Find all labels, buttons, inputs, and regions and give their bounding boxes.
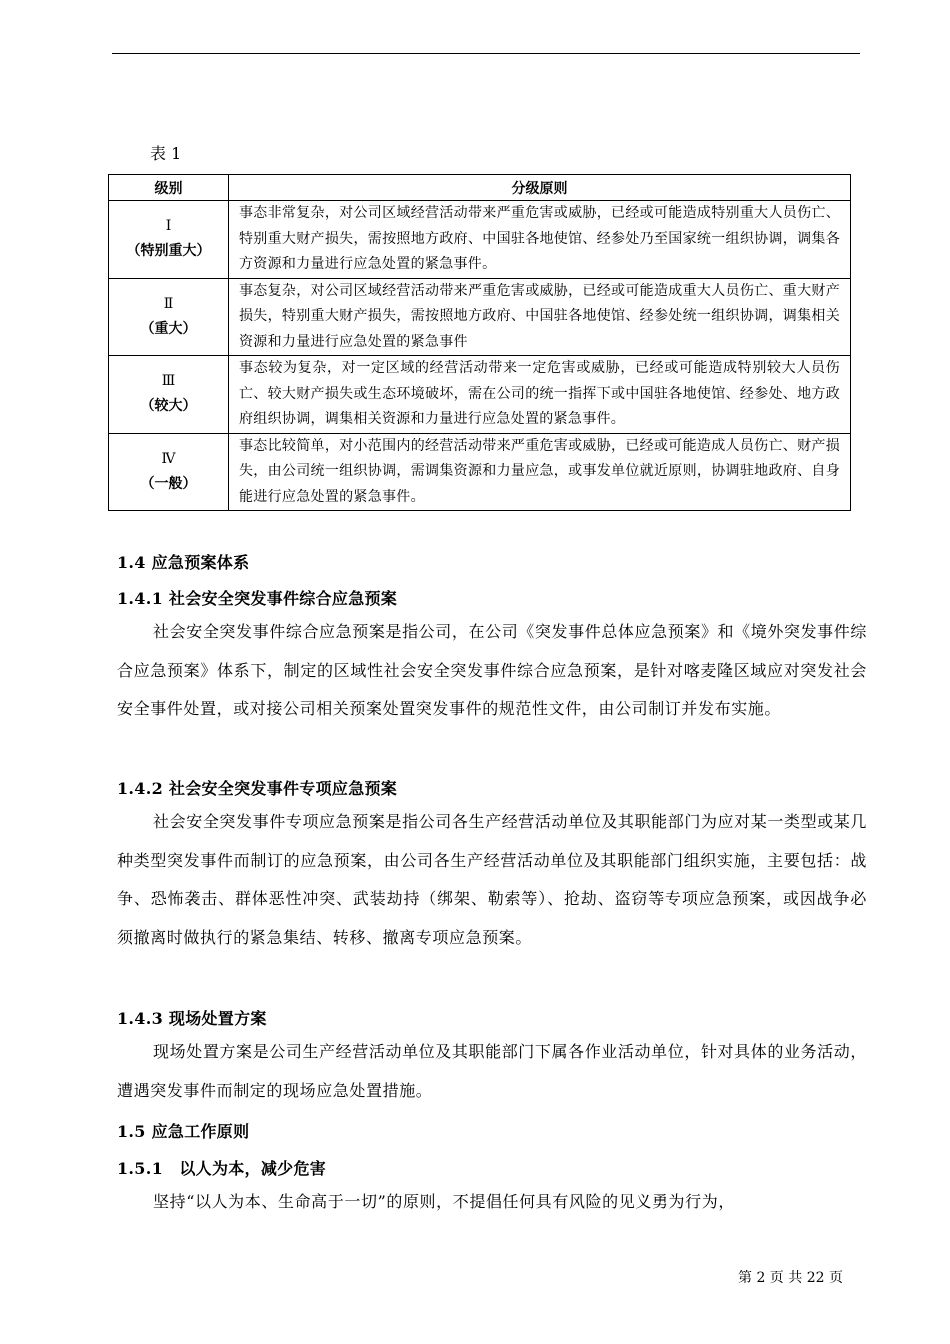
level-description: 事态非常复杂，对公司区域经营活动带来严重危害或威胁，已经或可能造成特别重大人员伤亡、特别重大财产损失，需按照地方政府、中国驻各地使馆、经参处乃至国家统一组织协调，调集各方资源和力量进行应急处置的紧急事件。 <box>229 201 851 279</box>
section-heading-1-4-2: 1.4.2 社会安全突发事件专项应急预案 <box>117 779 398 798</box>
level-cell <box>109 433 229 511</box>
level-number: I <box>165 218 172 235</box>
paragraph-1-4-2: 社会安全突发事件专项应急预案是指公司各生产经营活动单位及其职能部门为应对某一类型或某几种类型突发事件而制订的应急预案，由公司各生产经营活动单位及其职能部门组织实施，主要包括：战争、恐怖袭击、群体恶性冲突、武装劫持（绑架、勒索等）、抢劫、盗窃等专项应急预案，或因战争必须撤离时做执行的紧急集结、转移、撤离专项应急预案。 <box>117 812 867 947</box>
table-row <box>109 356 851 434</box>
paragraph-1-4-3: 现场处置方案是公司生产经营活动单位及其职能部门下属各作业活动单位，针对具体的业务活动，遭遇突发事件而制定的现场应急处置措施。 <box>117 1042 867 1100</box>
grading-table <box>108 174 851 511</box>
level-name: （特别重大） <box>126 243 211 260</box>
level-description: 事态较为复杂，对一定区域的经营活动带来一定危害或威胁，已经或可能造成特别较大人员伤亡、较大财产损失或生态环境破坏，需在公司的统一指挥下或中国驻各地使馆、经参处、地方政府组织协调，调集相关资源和力量进行应急处置的紧急事件。 <box>229 356 851 434</box>
level-description: 事态比较简单，对小范围内的经营活动带来严重危害或威胁，已经或可能造成人员伤亡、财产损失，由公司统一组织协调，需调集资源和力量应急，或事发单位就近原则，协调驻地政府、自身能进行应急处置的紧急事件。 <box>229 433 851 511</box>
level-description: 事态复杂，对公司区域经营活动带来严重危害或威胁，已经或可能造成重大人员伤亡、重大财产损失，特别重大财产损失，需按照地方政府、中国驻各地使馆、经参处统一组织协调，调集相关资源和力量进行应急处置的紧急事件 <box>229 278 851 356</box>
table-row <box>109 433 851 511</box>
table-row <box>109 201 851 279</box>
level-number: Ⅳ <box>161 450 176 467</box>
section-heading-1-5-1: 1.5.1 以人为本，减少危害 <box>117 1159 327 1178</box>
header-principle: 分级原则 <box>229 175 851 201</box>
paragraph-1-4-1: 社会安全突发事件综合应急预案是指公司，在公司《突发事件总体应急预案》和《境外突发事件综合应急预案》体系下，制定的区域性社会安全突发事件综合应急预案，是针对喀麦隆区域应对突发社会安全事件处置，或对接公司相关预案处置突发事件的规范性文件，由公司制订并发布实施。 <box>117 622 867 718</box>
table-header-row <box>109 175 851 201</box>
level-number: Ⅲ <box>161 373 176 390</box>
page-number: 第 2 页 共 22 页 <box>738 1270 843 1286</box>
level-name: （一般） <box>140 475 197 492</box>
header-level: 级别 <box>109 175 229 201</box>
paragraph-1-5-1: 坚持“以人为本、生命高于一切”的原则，不提倡任何具有风险的见义勇为行为， <box>153 1192 735 1211</box>
section-heading-1-4: 1.4 应急预案体系 <box>117 553 250 572</box>
level-number: Ⅱ <box>163 295 174 312</box>
level-cell <box>109 356 229 434</box>
section-heading-1-4-3: 1.4.3 现场处置方案 <box>117 1009 267 1028</box>
level-cell <box>109 278 229 356</box>
level-cell <box>109 201 229 279</box>
section-heading-1-4-1: 1.4.1 社会安全突发事件综合应急预案 <box>117 589 398 608</box>
table-caption: 表 1 <box>150 144 182 163</box>
header-rule <box>112 53 860 54</box>
table-row <box>109 278 851 356</box>
level-name: （较大） <box>140 398 197 415</box>
section-heading-1-5: 1.5 应急工作原则 <box>117 1122 250 1141</box>
level-name: （重大） <box>140 320 197 337</box>
